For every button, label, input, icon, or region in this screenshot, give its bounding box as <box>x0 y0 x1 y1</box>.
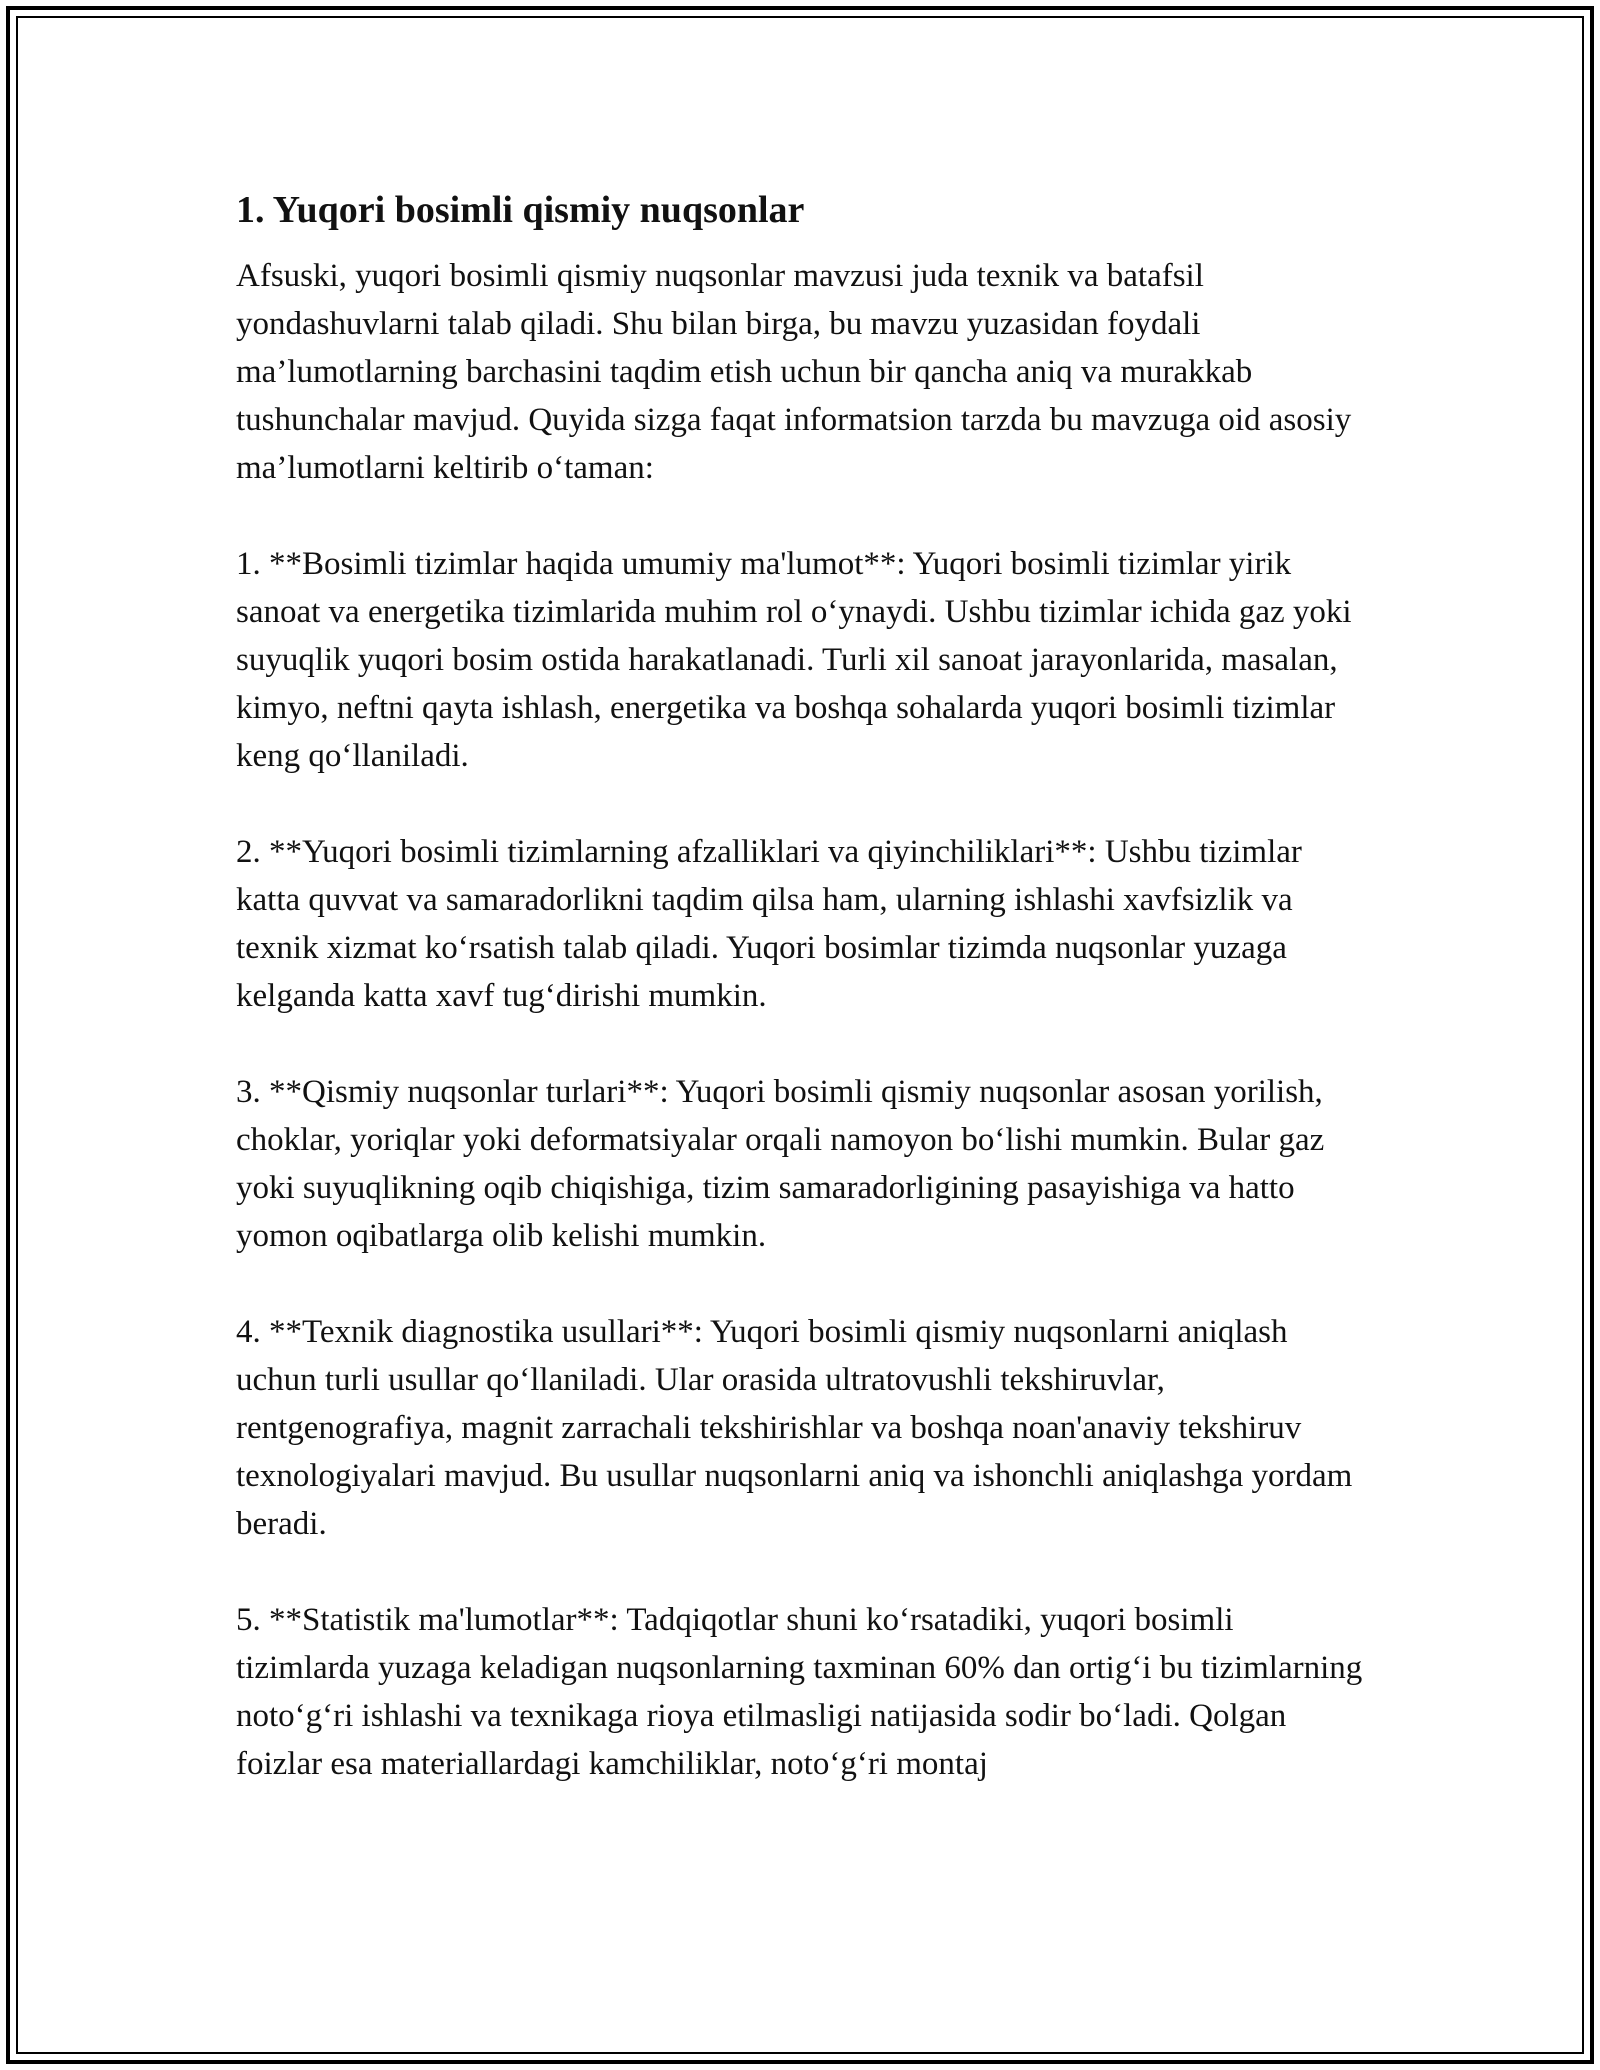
document-body <box>236 186 1366 1788</box>
list-item-advantages-challenges: 2. **Yuqori bosimli tizimlarning afzalliklari va qiyinchiliklari**: Ushbu tizimlar katta quvvat va samaradorlikni taqdim qilsa ham, ularning ishlashi xavfsizlik va texnik xizmat ko‘rsatish talab qiladi. Yuqori bosimlar tizimda nuqsonlar yuzaga kelganda katta xavf tug‘dirishi mumkin. <box>236 834 1302 1014</box>
list-item-statistics: 5. **Statistik ma'lumotlar**: Tadqiqotlar shuni ko‘rsatadiki, yuqori bosimli tizimlarda yuzaga keladigan nuqsonlarning taxminan 60% dan ortig‘i bu tizimlarning noto‘g‘ri ishlashi va texnikaga rioya etilmasligi natijasida sodir bo‘ladi. Qolgan foizlar esa materiallardagi kamchiliklar, noto‘g‘ri montaj <box>236 1602 1363 1782</box>
list-item-defect-types: 3. **Qismiy nuqsonlar turlari**: Yuqori bosimli qismiy nuqsonlar asosan yorilish, choklar, yoriqlar yoki deformatsiyalar orqali namoyon bo‘lishi mumkin. Bular gaz yoki suyuqlikning oqib chiqishiga, tizim samaradorligining pasayishiga va hatto yomon oqibatlarga olib kelishi mumkin. <box>236 1074 1325 1254</box>
intro-paragraph: Afsuski, yuqori bosimli qismiy nuqsonlar mavzusi juda texnik va batafsil yondashuvlarni talab qiladi. Shu bilan birga, bu mavzu yuzasidan foydali ma’lumotlarning barchasini taqdim etish uchun bir qancha aniq va murakkab tushunchalar mavjud. Quyida sizga faqat informatsion tarzda bu mavzuga oid asosiy ma’lumotlarni keltirib o‘taman: <box>236 258 1352 486</box>
section-heading: 1. Yuqori bosimli qismiy nuqsonlar <box>236 189 805 231</box>
list-item-general-info: 1. **Bosimli tizimlar haqida umumiy ma'lumot**: Yuqori bosimli tizimlar yirik sanoat va energetika tizimlarida muhim rol o‘ynaydi. Ushbu tizimlar ichida gaz yoki suyuqlik yuqori bosim ostida harakatlanadi. Turli xil sanoat jarayonlarida, masalan, kimyo, neftni qayta ishlash, energetika va boshqa sohalarda yuqori bosimli tizimlar keng qo‘llaniladi. <box>236 546 1352 774</box>
list-item-diagnostic-methods: 4. **Texnik diagnostika usullari**: Yuqori bosimli qismiy nuqsonlarni aniqlash uchun turli usullar qo‘llaniladi. Ular orasida ultratovushli tekshiruvlar, rentgenografiya, magnit zarrachali tekshirishlar va boshqa noan'anaviy tekshiruv texnologiyalari mavjud. Bu usullar nuqsonlarni aniq va ishonchli aniqlashga yordam beradi. <box>236 1314 1353 1542</box>
